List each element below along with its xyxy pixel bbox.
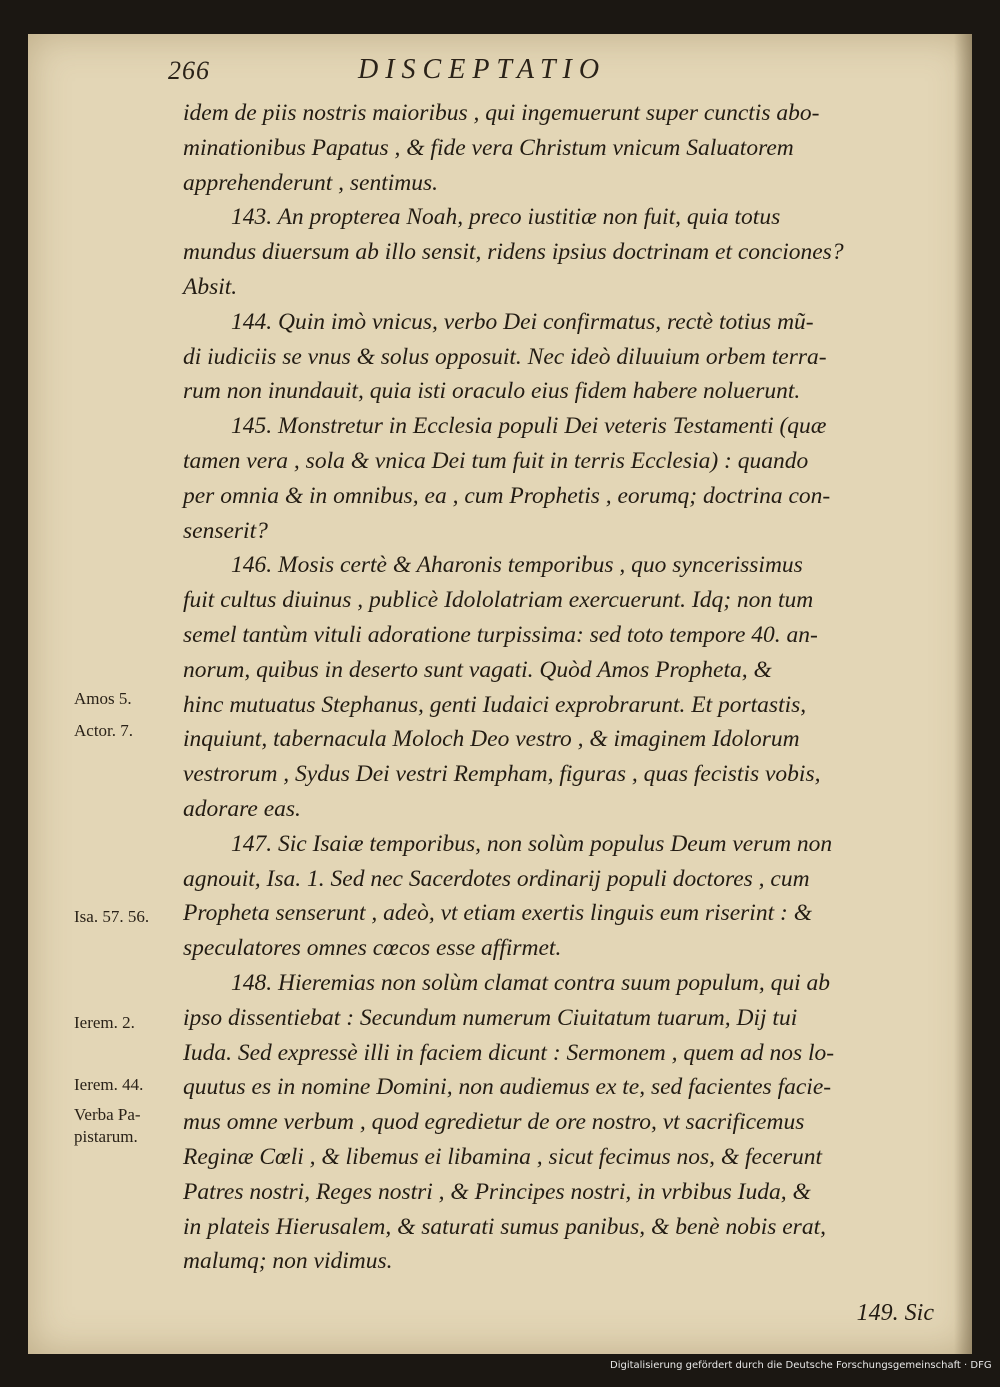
text-line: 148. Hieremias non solùm clamat contra suum populum, qui ab [231,969,831,996]
text-line: apprehenderunt , sentimus. [183,169,438,196]
margin-note-ierem-2: Ierem. 2. [74,1013,135,1032]
digitization-credit: Digitalisierung gefördert durch die Deutsche Forschungsgemeinschaft · DFG [610,1360,992,1371]
text-line: senserit? [183,517,268,544]
body-text [183,96,943,1279]
text-line: mus omne verbum , quod egredietur de ore nostro, vt sacrificemus [183,1109,805,1136]
margin-note-amos: Amos 5. [74,689,132,708]
text-line: adorare eas. [183,795,301,822]
text-line: 145. Monstretur in Ecclesia populi Dei veteris Testamenti (quæ [231,413,827,440]
book-page [28,34,972,1354]
text-line: Patres nostri, Reges nostri , & Principes nostri, in vrbibus Iuda, & [183,1178,811,1205]
text-line: hinc mutuatus Stephanus, genti Iudaici exprobrarunt. Et portastis, [183,691,807,718]
text-line: 146. Mosis certè & Aharonis temporibus , quo syncerissimus [231,552,803,579]
text-line: idem de piis nostris maioribus , qui ingemuerunt super cunctis abo- [183,100,820,126]
text-line: speculatores omnes cœcos esse affirmet. [183,935,562,962]
text-line: in plateis Hierusalem, & saturati sumus panibus, & benè nobis erat, [183,1213,826,1240]
margin-note-actor: Actor. 7. [74,721,134,740]
text-line: agnouit, Isa. 1. Sed nec Sacerdotes ordinarij populi doctores , cum [183,865,810,892]
margin-note-verba: Verba Pa- [74,1105,141,1124]
text-line: norum, quibus in deserto sunt vagati. Quòd Amos Propheta, & [183,656,772,683]
running-title: DISCEPTATIO [358,54,607,85]
text-line: ipso dissentiebat : Secundum numerum Ciuitatum tuarum, Dij tui [183,1004,798,1031]
margin-note-papistarum: pistarum. [74,1127,138,1146]
margin-note-ierem-44: Ierem. 44. [74,1075,144,1094]
text-line: rum non inundauit, quia isti oraculo eius fidem habere noluerunt. [183,378,801,405]
text-line: per omnia & in omnibus, ea , cum Prophetis , eorumq; doctrina con- [183,482,831,509]
text-line: malumq; non vidimus. [183,1248,393,1275]
text-line: quutus es in nomine Domini, non audiemus ex te, sed facientes facie- [183,1074,832,1101]
text-line: fuit cultus diuinus , publicè Idololatriam exercuerunt. Idq; non tum [183,587,814,614]
text-line: 147. Sic Isaiæ temporibus, non solùm populus Deum verum non [231,830,833,857]
text-line: 143. An propterea Noah, preco iustitiæ non fuit, quia totus [231,204,781,231]
text-line: Iuda. Sed expressè illi in faciem dicunt : Sermonem , quem ad nos lo- [183,1039,835,1066]
text-line: inquiunt, tabernacula Moloch Deo vestro , & imaginem Idolorum [183,726,800,753]
text-line: di iudiciis se vnus & solus opposuit. Nec ideò diluuium orbem terra- [183,343,827,370]
text-line: semel tantùm vituli adoratione turpissima: sed toto tempore 40. an- [183,621,818,648]
text-line: Propheta senserunt , adeò, vt etiam exertis linguis eum riserint : & [183,900,812,927]
text-line: Reginæ Cœli , & libemus ei libamina , sicut fecimus nos, & fecerunt [183,1143,823,1170]
text-line: tamen vera , sola & vnica Dei tum fuit in terris Ecclesia) : quando [183,447,809,474]
page-number: 266 [168,56,210,85]
text-line: 144. Quin imò vnicus, verbo Dei confirmatus, rectè totius mũ- [231,308,814,335]
text-line: minationibus Papatus , & fide vera Christum vnicum Saluatorem [183,134,794,161]
margin-note-isa: Isa. 57. 56. [74,907,150,926]
text-line: vestrorum , Sydus Dei vestri Rempham, figuras , quas fecistis vobis, [183,761,821,788]
text-line: Absit. [183,273,238,300]
text-line: mundus diuersum ab illo sensit, ridens ipsius doctrinam et conciones? [183,239,844,266]
catchword: 149. Sic [856,1300,934,1326]
